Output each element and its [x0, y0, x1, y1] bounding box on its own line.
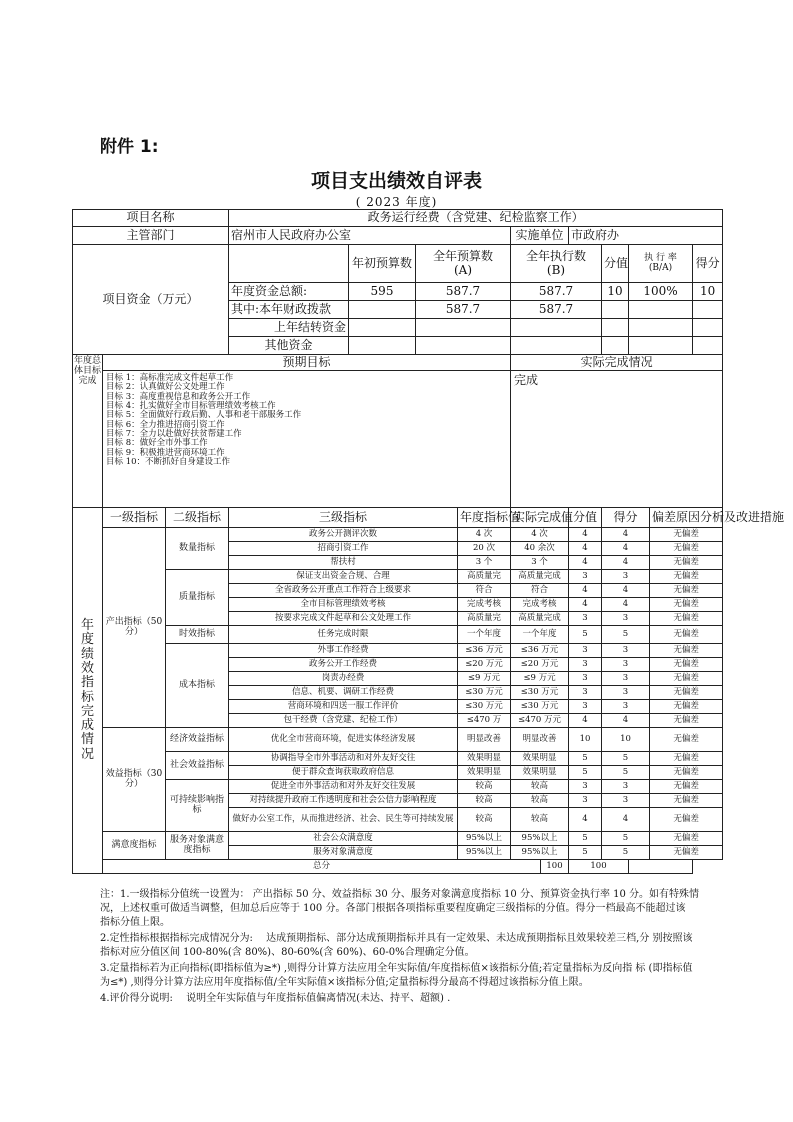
table-row — [73, 832, 723, 846]
col-full-budget-label: 全年预算数 — [432, 249, 493, 264]
exec-unit-label: 实施单位 — [511, 227, 569, 245]
note-item: 注：1.一级指标分值统一设置为： 产出指标 50 分、效益指标 30 分、服务对象满意度指标 10 分、预算资金执行率 10 分。如有特殊情 况，上述权重可做适当调整，但加总后应等于 100 分。各部门根据各项指标重要程度确定三级指标的分值。得分一档最高不能超过该 指标分值上限。 — [100, 889, 720, 928]
dept-label: 主管部门 — [73, 227, 229, 245]
indicator-actual: 较高 — [511, 794, 569, 808]
indicator-got: 4 — [602, 528, 650, 542]
indicator-name: 招商引资工作 — [229, 542, 458, 556]
total-got: 100 — [569, 860, 629, 874]
funds-row-initial — [349, 337, 416, 355]
indicator-actual: 95%以上 — [511, 832, 569, 846]
header-level2: 二级指标 — [166, 508, 229, 528]
time-indicator-label: 时效指标 — [166, 626, 229, 644]
indicator-target: 高质量完 — [458, 570, 511, 584]
economic-indicator-label: 经济效益指标 — [166, 728, 229, 752]
indicator-score: 5 — [569, 752, 602, 766]
indicator-name: 政务公开工作经费 — [229, 658, 458, 672]
funds-row-got — [693, 319, 723, 337]
indicator-score: 3 — [569, 570, 602, 584]
goal-item: 目标 4：扎实做好全市目标管理绩效考核工作 — [106, 401, 276, 412]
funds-row-exec — [511, 337, 602, 355]
table-row — [73, 780, 723, 794]
indicator-name: 协调指导全市外事活动和对外友好交往 — [229, 752, 458, 766]
social-indicator-label: 社会效益指标 — [166, 752, 229, 780]
funds-row-initial — [349, 301, 416, 319]
indicator-got: 5 — [602, 832, 650, 846]
indicator-actual: 较高 — [511, 780, 569, 794]
indicator-got: 4 — [602, 808, 650, 832]
goal-item: 目标 1：高标准完成文件起草工作 — [106, 373, 234, 383]
indicator-target: 高质量完 — [458, 612, 511, 626]
table-row — [73, 570, 723, 584]
indicator-actual: 完成考核 — [511, 598, 569, 612]
perf-side-label: 年度绩效指标完成情况 — [73, 508, 103, 874]
indicator-target: 较高 — [458, 794, 511, 808]
indicator-score: 5 — [569, 626, 602, 644]
funds-row-initial: 595 — [349, 283, 416, 301]
indicator-actual: 明显改善 — [511, 728, 569, 752]
indicator-note: 无偏差 — [650, 780, 723, 794]
indicator-score: 3 — [569, 644, 602, 658]
funds-row-full: 587.7 — [416, 283, 511, 301]
indicator-note: 无偏差 — [650, 644, 723, 658]
header-level1: 一级指标 — [103, 508, 166, 528]
indicator-score: 10 — [569, 728, 602, 752]
indicator-actual: 符合 — [511, 584, 569, 598]
indicator-target: 一个年度 — [458, 626, 511, 644]
page-title: 项目支出绩效自评表 — [310, 170, 482, 192]
indicator-note: 无偏差 — [650, 700, 723, 714]
indicator-note: 无偏差 — [650, 686, 723, 700]
indicator-score: 4 — [569, 714, 602, 728]
funds-row-exec: 587.7 — [511, 301, 602, 319]
indicator-actual: ≤36 万元 — [511, 644, 569, 658]
indicator-got: 5 — [602, 626, 650, 644]
indicator-score: 4 — [569, 542, 602, 556]
funds-row-got — [693, 337, 723, 355]
funds-header-blank — [229, 245, 349, 283]
total-note — [629, 860, 693, 874]
note-item: 2.定性指标根据指标完成情况分为: 达成预期指标、部分达成预期指标并具有一定效果、未达成预期指标且效果较差三档,分 别按照该指标对应分值区间 100-80%(含 80%)、80-60%(含 60%)、60-0%合理确定分值。 — [100, 933, 693, 958]
funds-row-label: 其他资金 — [229, 337, 349, 355]
actual-completion-header: 实际完成情况 — [511, 355, 723, 371]
indicator-target: 20 次 — [458, 542, 511, 556]
funds-row-label: 上年结转资金 — [229, 319, 349, 337]
funds-row-rate — [629, 301, 693, 319]
indicator-got: 3 — [602, 672, 650, 686]
indicator-note: 无偏差 — [650, 672, 723, 686]
indicator-score: 4 — [569, 598, 602, 612]
quality-indicator-label: 质量指标 — [166, 570, 229, 626]
indicator-actual: 较高 — [511, 808, 569, 832]
indicator-note: 无偏差 — [650, 598, 723, 612]
col-rate-sub: (B/A) — [648, 262, 673, 273]
header-score: 分值 — [569, 508, 602, 528]
indicator-got: 5 — [602, 752, 650, 766]
indicator-target: 符合 — [458, 584, 511, 598]
col-initial-budget: 年初预算数 — [349, 245, 416, 283]
header-note: 偏差原因分析及改进措施 — [650, 508, 723, 528]
indicator-name: 全省政务公开重点工作符合上级要求 — [229, 584, 458, 598]
project-name-label: 项目名称 — [73, 210, 229, 227]
indicator-target: 3 个 — [458, 556, 511, 570]
indicator-name: 信息、机要、调研工作经费 — [229, 686, 458, 700]
goal-item: 目标 2：认真做好公文处理工作 — [106, 382, 225, 393]
indicator-got: 3 — [602, 780, 650, 794]
exec-unit-value: 市政府办 — [569, 227, 723, 245]
col-full-budget — [416, 245, 511, 283]
indicator-note: 无偏差 — [650, 658, 723, 672]
indicator-name: 全市目标管理绩效考核 — [229, 598, 458, 612]
indicator-got: 3 — [602, 658, 650, 672]
indicator-target: 4 次 — [458, 528, 511, 542]
indicator-name: 帮扶村 — [229, 556, 458, 570]
table-body — [73, 210, 785, 874]
indicator-score: 4 — [569, 556, 602, 570]
indicator-target: ≤30 万元 — [458, 700, 511, 714]
indicator-name: 包干经费（含党建、纪检工作） — [229, 714, 458, 728]
indicator-name: 营商环境和四送一服工作评价 — [229, 700, 458, 714]
sustainable-indicator-label: 可持续影响指标 — [166, 780, 229, 832]
funds-row-rate — [629, 319, 693, 337]
funds-row-score — [602, 319, 629, 337]
indicator-target: ≤20 万元 — [458, 658, 511, 672]
indicator-actual: 高质量完成 — [511, 570, 569, 584]
indicator-got: 3 — [602, 612, 650, 626]
total-score: 100 — [541, 860, 569, 874]
indicator-note: 无偏差 — [650, 570, 723, 584]
indicator-got: 3 — [602, 794, 650, 808]
indicator-actual: 40 余次 — [511, 542, 569, 556]
header-got: 得分 — [602, 508, 650, 528]
indicator-actual: 效果明显 — [511, 766, 569, 780]
indicator-target: ≤470 万 — [458, 714, 511, 728]
funds-row-rate — [629, 337, 693, 355]
indicator-got: 4 — [602, 598, 650, 612]
goals-side-label: 年度总体目标完成 — [73, 355, 103, 508]
indicator-actual: ≤30 万元 — [511, 686, 569, 700]
funds-row-full — [416, 319, 511, 337]
self-evaluation-table — [72, 209, 785, 874]
indicator-note: 无偏差 — [650, 626, 723, 644]
goal-item: 目标 9：积极推进营商环境工作 — [106, 447, 225, 458]
indicator-got: 3 — [602, 686, 650, 700]
indicator-got: 4 — [602, 714, 650, 728]
goal-item: 目标 6：全力推进招商引资工作 — [106, 419, 225, 430]
indicator-target: 效果明显 — [458, 766, 511, 780]
indicator-name: 按要求完成文件起草和公文处理工作 — [229, 612, 458, 626]
col-executed — [511, 245, 602, 283]
indicator-note: 无偏差 — [650, 794, 723, 808]
funds-row-full — [416, 337, 511, 355]
indicator-name: 外事工作经费 — [229, 644, 458, 658]
attachment-label: 附件 1: — [100, 137, 159, 157]
indicator-name: 保证支出资金合规、合理 — [229, 570, 458, 584]
indicator-target: 完成考核 — [458, 598, 511, 612]
note-item: 4.评价得分说明: 说明全年实际值与年度指标值偏离情况(未达、持平、超额) . — [100, 993, 451, 1004]
goal-item: 目标 7：全力以赴做好扶贫帮建工作 — [106, 429, 242, 440]
indicator-score: 3 — [569, 700, 602, 714]
effect-indicator-label: 效益指标（30 分） — [103, 728, 166, 832]
indicator-target: ≤9 万元 — [458, 672, 511, 686]
funds-row-full: 587.7 — [416, 301, 511, 319]
indicator-target: 95%以上 — [458, 846, 511, 860]
indicator-note: 无偏差 — [650, 846, 723, 860]
indicator-score: 3 — [569, 658, 602, 672]
output-indicator-label: 产出指标（50 分） — [103, 528, 166, 728]
funds-row-label: 年度资金总额: — [229, 283, 349, 301]
indicator-actual: 95%以上 — [511, 846, 569, 860]
indicator-actual: 4 次 — [511, 528, 569, 542]
indicator-actual: ≤9 万元 — [511, 672, 569, 686]
indicator-note: 无偏差 — [650, 556, 723, 570]
year-label: ( 2023 年度) — [355, 195, 438, 209]
indicator-score: 5 — [569, 846, 602, 860]
header-level3: 三级指标 — [229, 508, 458, 528]
indicator-score: 4 — [569, 584, 602, 598]
indicator-name: 便于群众查询获取政府信息 — [229, 766, 458, 780]
goal-item: 目标 5：全面做好行政后勤、人事和老干部服务工作 — [106, 410, 302, 421]
col-score: 分值 — [602, 245, 629, 283]
col-rate-label: 执 行 率 — [644, 252, 677, 263]
indicator-note: 无偏差 — [650, 584, 723, 598]
notes — [100, 888, 720, 1008]
indicator-actual: 效果明显 — [511, 752, 569, 766]
funds-row-got — [693, 301, 723, 319]
indicator-got: 3 — [602, 644, 650, 658]
indicator-got: 5 — [602, 846, 650, 860]
expected-goals-header: 预期目标 — [103, 355, 511, 371]
funds-row-score — [602, 337, 629, 355]
indicator-name: 政务公开测评次数 — [229, 528, 458, 542]
indicator-score: 5 — [569, 832, 602, 846]
satisfaction-indicator-label: 满意度指标 — [103, 832, 166, 860]
indicator-name: 优化全市营商环境，促进实体经济发展 — [229, 728, 458, 752]
indicator-note: 无偏差 — [650, 752, 723, 766]
goal-item: 目标 3：高度重视信息和政务公开工作 — [106, 391, 251, 402]
indicator-actual: ≤30 万元 — [511, 700, 569, 714]
indicator-note: 无偏差 — [650, 528, 723, 542]
indicator-name: 社会公众满意度 — [229, 832, 458, 846]
indicator-target: 95%以上 — [458, 832, 511, 846]
header-target: 年度指标值 — [458, 508, 511, 528]
table-row — [73, 626, 723, 644]
funds-row-exec — [511, 319, 602, 337]
indicator-score: 5 — [569, 766, 602, 780]
indicator-name: 服务对象满意度 — [229, 846, 458, 860]
funds-row-score: 10 — [602, 283, 629, 301]
indicator-note: 无偏差 — [650, 808, 723, 832]
header-actual: 实际完成值 — [511, 508, 569, 528]
col-got: 得分 — [693, 245, 723, 283]
total-label: 总分 — [103, 860, 541, 874]
table-row — [73, 728, 723, 752]
indicator-note: 无偏差 — [650, 766, 723, 780]
indicator-note: 无偏差 — [650, 832, 723, 846]
indicator-actual: 一个年度 — [511, 626, 569, 644]
funds-row-score — [602, 301, 629, 319]
indicator-target: 明显改善 — [458, 728, 511, 752]
goal-item: 目标 10：不断抓好自身建设工作 — [106, 457, 231, 468]
indicator-score: 4 — [569, 528, 602, 542]
project-name-value: 政务运行经费（含党建、纪检监察工作） — [229, 210, 723, 227]
indicator-name: 对持续提升政府工作透明度和社会公信力影响程度 — [229, 794, 458, 808]
goal-item: 目标 8：做好全市外事工作 — [106, 438, 208, 449]
funds-row-got: 10 — [693, 283, 723, 301]
indicator-score: 3 — [569, 686, 602, 700]
indicator-score: 3 — [569, 794, 602, 808]
col-executed-sub: (B) — [546, 262, 566, 277]
indicator-got: 10 — [602, 728, 650, 752]
service-satisfaction-label: 服务对象满意度指标 — [166, 832, 229, 860]
indicator-note: 无偏差 — [650, 612, 723, 626]
col-rate — [629, 245, 693, 283]
indicator-score: 3 — [569, 672, 602, 686]
indicator-target: 较高 — [458, 808, 511, 832]
indicator-score: 3 — [569, 780, 602, 794]
indicator-target: ≤36 万元 — [458, 644, 511, 658]
indicator-actual: ≤20 万元 — [511, 658, 569, 672]
funds-row-exec: 587.7 — [511, 283, 602, 301]
total-row — [73, 860, 723, 874]
indicator-name: 任务完成时限 — [229, 626, 458, 644]
col-full-budget-sub: (A) — [453, 262, 473, 277]
indicator-score: 3 — [569, 612, 602, 626]
indicator-got: 4 — [602, 584, 650, 598]
indicator-note: 无偏差 — [650, 728, 723, 752]
indicator-target: 较高 — [458, 780, 511, 794]
indicator-got: 4 — [602, 556, 650, 570]
indicator-note: 无偏差 — [650, 714, 723, 728]
cost-indicator-label: 成本指标 — [166, 644, 229, 728]
goals-list — [103, 371, 511, 508]
indicator-actual: ≤470 万元 — [511, 714, 569, 728]
indicator-target: ≤30 万元 — [458, 686, 511, 700]
funds-row-initial — [349, 319, 416, 337]
indicator-name: 做好办公室工作，从而推进经济、社会、民生等可持续发展 — [229, 808, 458, 832]
table-row — [73, 644, 723, 658]
dept-value: 宿州市人民政府办公室 — [229, 227, 511, 245]
indicator-score: 4 — [569, 808, 602, 832]
indicator-got: 3 — [602, 700, 650, 714]
indicator-got: 5 — [602, 766, 650, 780]
funds-row-rate: 100% — [629, 283, 693, 301]
funds-row-label: 其中:本年财政拨款 — [229, 301, 349, 319]
table-row — [73, 528, 723, 542]
indicator-name: 岗责办经费 — [229, 672, 458, 686]
indicator-actual: 3 个 — [511, 556, 569, 570]
indicator-got: 3 — [602, 570, 650, 584]
actual-completion-value: 完成 — [511, 371, 723, 508]
table-row — [73, 752, 723, 766]
indicator-actual: 高质量完成 — [511, 612, 569, 626]
indicator-got: 4 — [602, 542, 650, 556]
indicator-name: 促进全市外事活动和对外友好交往发展 — [229, 780, 458, 794]
col-executed-label: 全年执行数 — [525, 249, 586, 264]
indicator-note: 无偏差 — [650, 542, 723, 556]
funds-label: 项目资金（万元） — [73, 245, 229, 355]
indicator-target: 效果明显 — [458, 752, 511, 766]
note-item: 3.定量指标若为正向指标(即指标值为≥*) ,则得分计算方法应用全年实际值/年度指标值×该指标分值;若定量指标为反向指 标 (即指标值为≤*) ,则得分计算方法应用年度指标值/全年实际值×该指标分值;定量指标得分最高不得超过该指标分值上限。 — [100, 963, 693, 988]
quantity-indicator-label: 数量指标 — [166, 528, 229, 570]
